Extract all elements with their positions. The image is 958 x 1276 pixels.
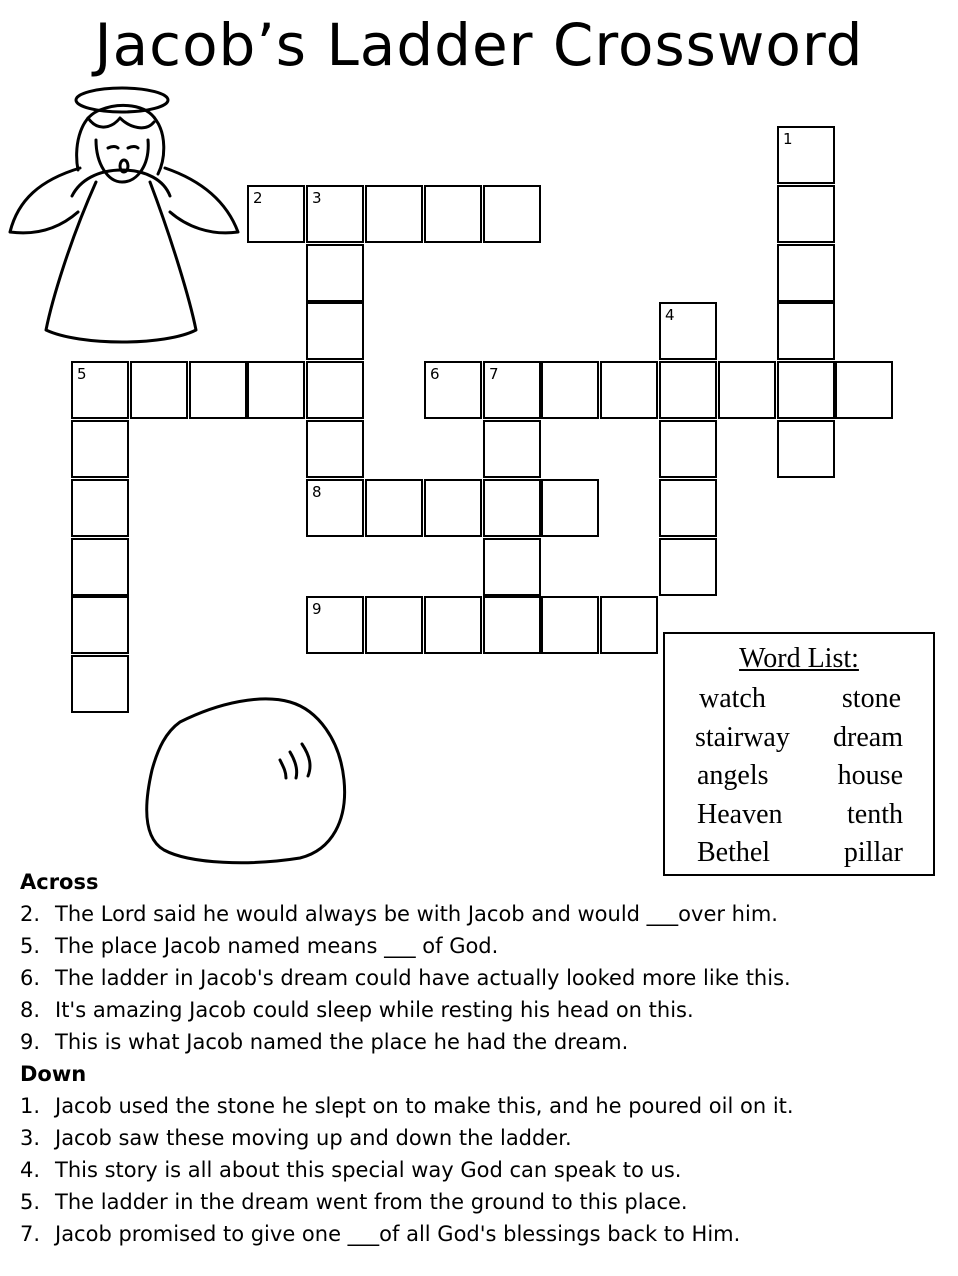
crossword-cell[interactable] bbox=[483, 479, 541, 537]
clue-down-4 bbox=[20, 1154, 950, 1186]
crossword-cell[interactable] bbox=[659, 420, 717, 478]
clue-number: 1. bbox=[20, 1094, 41, 1118]
clue-across-9 bbox=[20, 1026, 950, 1058]
clue-across-8 bbox=[20, 994, 950, 1026]
word-list-item: watch bbox=[699, 683, 766, 714]
cell-number: 5 bbox=[77, 365, 87, 383]
word-list-item: Bethel bbox=[697, 837, 771, 868]
word-list-title: Word List: bbox=[739, 643, 859, 674]
crossword-cell[interactable] bbox=[483, 596, 541, 654]
cell-number: 3 bbox=[312, 189, 322, 207]
cell-number: 2 bbox=[253, 189, 263, 207]
crossword-cell[interactable] bbox=[600, 361, 658, 419]
crossword-cell[interactable] bbox=[541, 361, 599, 419]
crossword-cell[interactable] bbox=[306, 361, 364, 419]
cell-number: 4 bbox=[665, 306, 675, 324]
crossword-cell[interactable] bbox=[365, 185, 423, 243]
crossword-cell[interactable] bbox=[306, 185, 364, 243]
crossword-cell[interactable] bbox=[777, 244, 835, 302]
clue-text: The ladder in the dream went from the ground to this place. bbox=[55, 1190, 688, 1214]
crossword-cell[interactable] bbox=[541, 479, 599, 537]
clue-across-5 bbox=[20, 930, 950, 962]
cell-number: 9 bbox=[312, 600, 322, 618]
clue-text: This is what Jacob named the place he had the dream. bbox=[55, 1030, 629, 1054]
cell-number: 8 bbox=[312, 483, 322, 501]
clue-number: 9. bbox=[20, 1030, 41, 1054]
crossword-cell[interactable] bbox=[71, 361, 129, 419]
crossword-cell[interactable] bbox=[306, 302, 364, 360]
clue-number: 5. bbox=[20, 1190, 41, 1214]
crossword-cell[interactable] bbox=[483, 538, 541, 596]
clue-text: The ladder in Jacob's dream could have actually looked more like this. bbox=[55, 966, 791, 990]
clue-down-3 bbox=[20, 1122, 950, 1154]
crossword-cell[interactable] bbox=[306, 244, 364, 302]
cell-number: 1 bbox=[783, 130, 793, 148]
cell-number: 7 bbox=[489, 365, 499, 383]
crossword-cell[interactable] bbox=[659, 361, 717, 419]
crossword-cell[interactable] bbox=[306, 479, 364, 537]
clue-text: Jacob saw these moving up and down the ladder. bbox=[55, 1126, 572, 1150]
crossword-cell[interactable] bbox=[306, 420, 364, 478]
word-list-item: house bbox=[837, 760, 903, 791]
crossword-cell[interactable] bbox=[247, 185, 305, 243]
across-header: Across bbox=[20, 870, 99, 894]
crossword-cell[interactable] bbox=[600, 596, 658, 654]
crossword-cell[interactable] bbox=[483, 420, 541, 478]
clues-section bbox=[20, 866, 950, 1250]
clue-number: 7. bbox=[20, 1222, 41, 1246]
crossword-cell[interactable] bbox=[777, 126, 835, 184]
crossword-cell[interactable] bbox=[659, 302, 717, 360]
crossword-cell[interactable] bbox=[718, 361, 776, 419]
crossword-cell[interactable] bbox=[71, 596, 129, 654]
crossword-cell[interactable] bbox=[424, 185, 482, 243]
word-list-item: angels bbox=[697, 760, 769, 791]
page-title: Jacob’s Ladder Crossword bbox=[94, 11, 864, 79]
clue-number: 6. bbox=[20, 966, 41, 990]
crossword-cell[interactable] bbox=[483, 185, 541, 243]
crossword-cell[interactable] bbox=[541, 596, 599, 654]
crossword-cell[interactable] bbox=[424, 479, 482, 537]
crossword-cell[interactable] bbox=[71, 479, 129, 537]
clue-text: This story is all about this special way God can speak to us. bbox=[55, 1158, 682, 1182]
crossword-cell[interactable] bbox=[659, 538, 717, 596]
crossword-cell[interactable] bbox=[777, 420, 835, 478]
crossword-cell[interactable] bbox=[424, 596, 482, 654]
crossword-cell[interactable] bbox=[71, 538, 129, 596]
clue-down-7 bbox=[20, 1218, 950, 1250]
clue-number: 3. bbox=[20, 1126, 41, 1150]
crossword-cell[interactable] bbox=[130, 361, 188, 419]
word-list-item: stairway bbox=[695, 722, 790, 753]
word-list-item: Heaven bbox=[697, 799, 783, 830]
crossword-cell[interactable] bbox=[777, 361, 835, 419]
crossword-cell[interactable] bbox=[306, 596, 364, 654]
crossword-cell[interactable] bbox=[835, 361, 893, 419]
clue-number: 4. bbox=[20, 1158, 41, 1182]
crossword-cell[interactable] bbox=[659, 479, 717, 537]
clue-text: It's amazing Jacob could sleep while resting his head on this. bbox=[55, 998, 694, 1022]
cell-number: 6 bbox=[430, 365, 440, 383]
clue-text: The Lord said he would always be with Jacob and would ___over him. bbox=[55, 902, 778, 926]
word-list-item: tenth bbox=[847, 799, 903, 830]
crossword-cell[interactable] bbox=[71, 420, 129, 478]
clue-down-1 bbox=[20, 1090, 950, 1122]
crossword-cell[interactable] bbox=[247, 361, 305, 419]
crossword-cell[interactable] bbox=[424, 361, 482, 419]
clue-number: 8. bbox=[20, 998, 41, 1022]
clue-down-5 bbox=[20, 1186, 950, 1218]
clue-across-2 bbox=[20, 898, 950, 930]
crossword-cell[interactable] bbox=[365, 596, 423, 654]
crossword-cell[interactable] bbox=[777, 302, 835, 360]
crossword-cell[interactable] bbox=[365, 479, 423, 537]
word-list-box bbox=[663, 632, 935, 876]
word-list-item: stone bbox=[841, 683, 901, 714]
crossword-cell[interactable] bbox=[71, 655, 129, 713]
word-list-item: pillar bbox=[843, 837, 903, 868]
clue-text: Jacob used the stone he slept on to make this, and he poured oil on it. bbox=[55, 1094, 794, 1118]
clue-number: 2. bbox=[20, 902, 41, 926]
crossword-cell[interactable] bbox=[189, 361, 247, 419]
word-list-item: dream bbox=[833, 722, 903, 753]
clue-text: Jacob promised to give one ___of all God's blessings back to Him. bbox=[55, 1222, 741, 1246]
down-header: Down bbox=[20, 1062, 87, 1086]
clue-number: 5. bbox=[20, 934, 41, 958]
crossword-cell[interactable] bbox=[777, 185, 835, 243]
clue-text: The place Jacob named means ___ of God. bbox=[55, 934, 499, 958]
crossword-cell[interactable] bbox=[483, 361, 541, 419]
clue-across-6 bbox=[20, 962, 950, 994]
